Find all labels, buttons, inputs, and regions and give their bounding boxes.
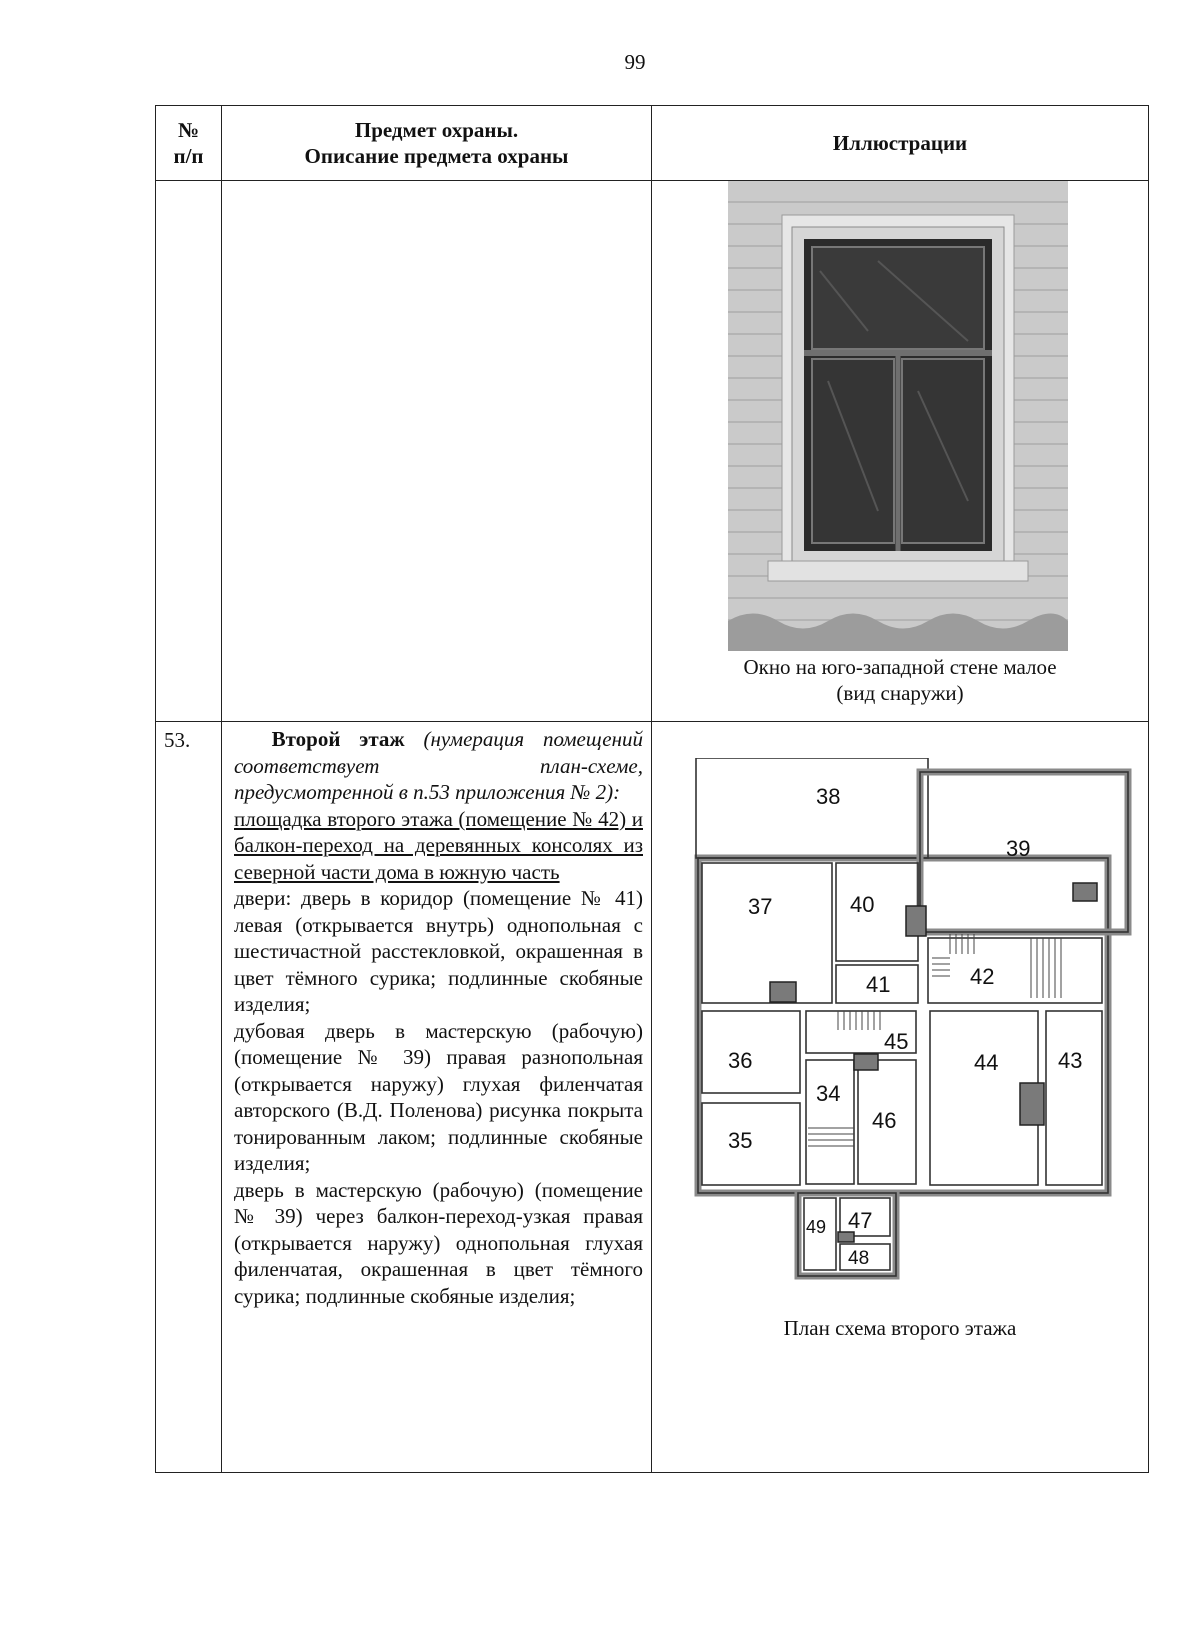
room-44: 44 [974, 1050, 999, 1075]
header-subject-line1: Предмет охраны. [354, 118, 519, 142]
room-37: 37 [748, 894, 773, 919]
window-photo [728, 181, 1068, 651]
header-num-line1: № [177, 118, 200, 142]
row-53-paragraph-2: дубовая дверь в мастерскую (рабочую) (помещение № 39) правая разнопольная (открывается наружу) глухая филенчатая авторского (В.Д. Поленова) рисунка покрыта тонированным лаком; подлинные скобяные изделия; [234, 1018, 643, 1175]
room-47: 47 [848, 1208, 873, 1233]
room-38: 38 [816, 784, 841, 809]
photo-row-desc-cell [222, 181, 652, 722]
floor-plan [688, 758, 1138, 1298]
room-49: 49 [806, 1217, 827, 1237]
page-number: 99 [624, 50, 646, 74]
table-header-row [156, 106, 1149, 181]
row-53-paragraph-1: двери: дверь в коридор (помещение № 41) левая (открывается внутрь) однопольная с шестичастной расстекловкой, окрашенная в цвет тёмного сурика; подлинные скобяные изделия; [234, 886, 643, 1016]
room-48: 48 [848, 1248, 870, 1269]
header-subject [222, 106, 652, 181]
room-45: 45 [884, 1029, 909, 1054]
row-53-paragraph-3: дверь в мастерскую (рабочую) (помещение № 39) через балкон-переход-узкая правая (открывается наружу) однопольная глухая филенчатая, окрашенная в цвет тёмного сурика; подлинные скобяные изделия; [234, 1177, 643, 1308]
photo-row-num-cell [156, 181, 222, 722]
room-42: 42 [970, 964, 995, 989]
room-43: 43 [1058, 1048, 1083, 1073]
header-illustrations: Иллюстрации [652, 106, 1149, 181]
row-53-illus-cell [652, 722, 1149, 1473]
row-53-title-italic: (нумерация помещений соответствует план-схеме, предусмотренной в п.53 приложения № 2): [234, 727, 643, 804]
room-46: 46 [872, 1108, 897, 1133]
photo-row-illus-cell [652, 181, 1149, 722]
protection-table [155, 105, 1149, 1473]
header-subject-line2: Описание предмета охраны [304, 144, 569, 168]
row-53-underlined-text: площадка второго этажа (помещение № 42) и балкон-переход на деревянных консолях из северной части дома в южную часть [234, 806, 643, 884]
photo-caption-line2: (вид снаружи) [836, 681, 964, 705]
row-53-title-bold: Второй этаж [271, 727, 405, 751]
table-row-53 [156, 722, 1149, 1473]
row-53-description [222, 722, 652, 1473]
room-39: 39 [1006, 836, 1031, 861]
room-41: 41 [866, 972, 891, 997]
plan-caption: План схема второго этажа [783, 1316, 1017, 1340]
table-row-photo [156, 181, 1149, 722]
photo-caption [652, 654, 1148, 706]
room-35: 35 [728, 1128, 753, 1153]
room-34: 34 [816, 1081, 841, 1106]
row-53-title [234, 726, 643, 806]
header-num-line2: п/п [173, 144, 204, 168]
photo-caption-line1: Окно на юго-западной стене малое [743, 655, 1057, 679]
row-53-number: 53. [156, 722, 222, 1473]
room-40: 40 [850, 892, 875, 917]
header-num [156, 106, 222, 181]
room-36: 36 [728, 1048, 753, 1073]
